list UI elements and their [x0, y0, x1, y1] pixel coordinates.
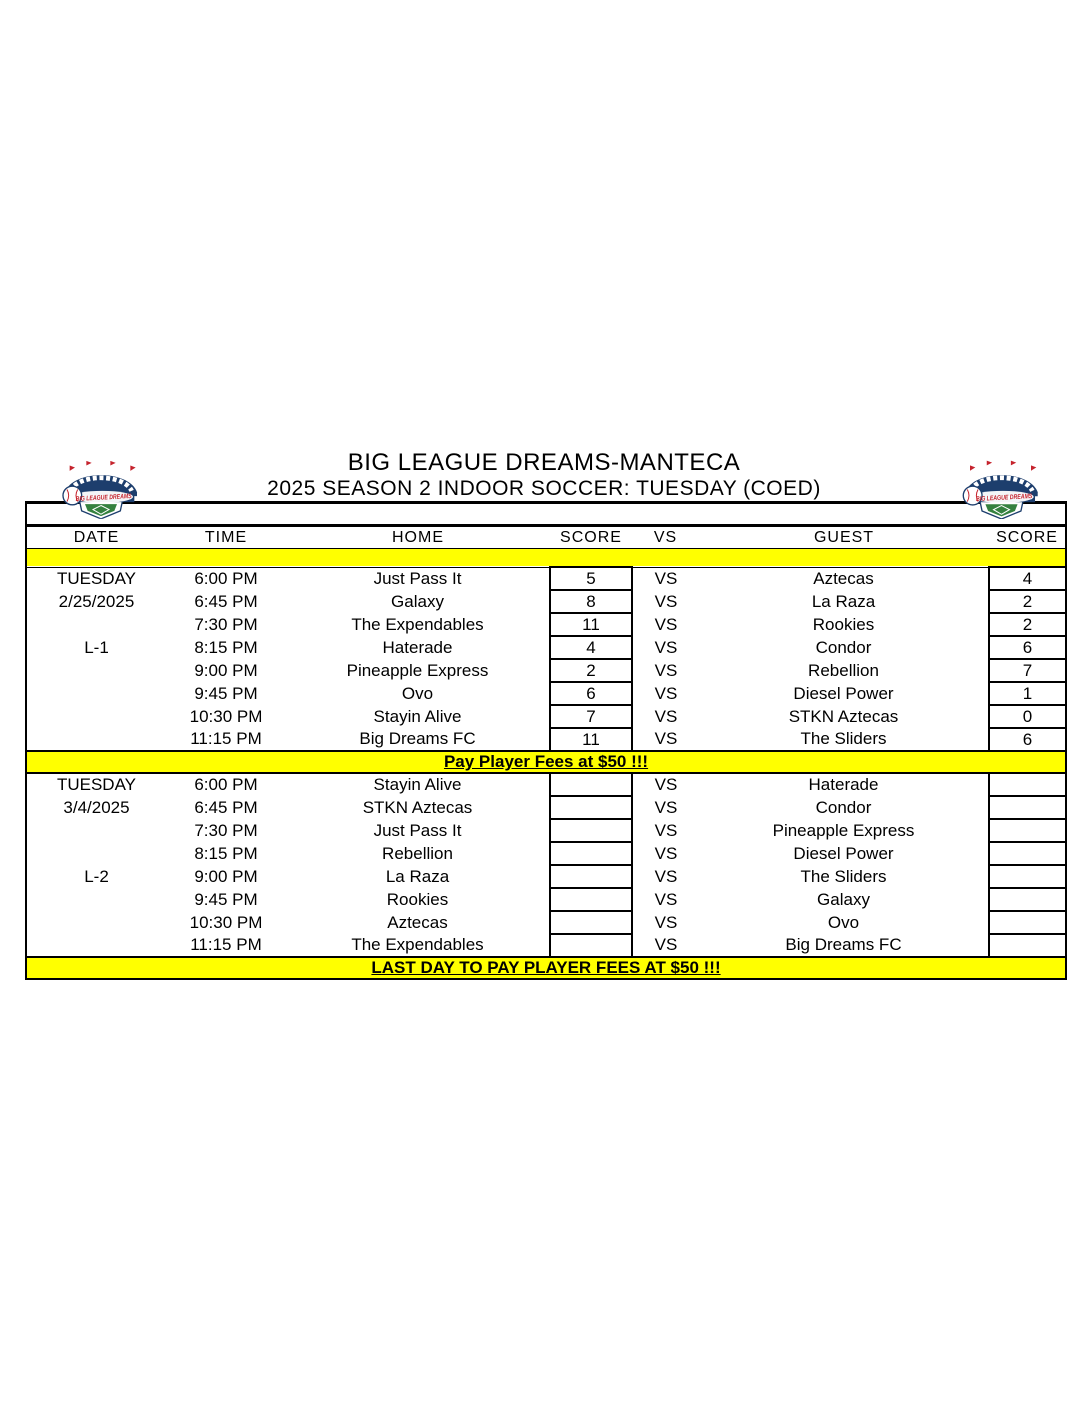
home-team-cell: Ovo	[401, 683, 434, 703]
guest-score-box: 6	[989, 728, 1066, 751]
guest-team-cell: The Sliders	[800, 866, 887, 886]
date-cell	[26, 911, 166, 934]
fee-deadline-banner-text: LAST DAY TO PAY PLAYER FEES AT $50 !!!	[26, 957, 1066, 979]
page-title: BIG LEAGUE DREAMS-MANTECA	[347, 449, 741, 476]
vs-label: VS	[654, 866, 678, 886]
date-cell	[26, 888, 166, 911]
time-cell: 9:00 PM	[194, 866, 258, 886]
guest-team-cell: Galaxy	[817, 889, 870, 909]
time-cell: 11:15 PM	[190, 935, 262, 954]
home-score-box	[550, 773, 632, 796]
guest-team-cell: La Raza	[811, 591, 876, 611]
home-team-cell: Pineapple Express	[346, 660, 489, 680]
time-cell: 9:00 PM	[194, 660, 258, 680]
home-score-box: 4	[550, 636, 632, 659]
column-header-score-guest: SCORE	[989, 526, 1066, 549]
yellow-divider-row	[26, 549, 1066, 568]
guest-score-box: 6	[989, 636, 1066, 659]
time-cell: 10:30 PM	[189, 706, 263, 726]
guest-score-box	[989, 842, 1066, 865]
game-row	[26, 705, 1066, 728]
vs-label: VS	[654, 568, 678, 588]
home-team-cell: Aztecas	[387, 912, 448, 932]
home-team-cell: STKN Aztecas	[362, 797, 473, 817]
home-team-cell: Just Pass It	[373, 820, 462, 840]
guest-team-cell: Condor	[815, 637, 872, 657]
game-row	[26, 911, 1066, 934]
guest-team-cell: Ovo	[827, 912, 860, 932]
home-team-cell: Rebellion	[382, 843, 453, 863]
home-score-box	[550, 796, 632, 819]
home-score-box	[550, 934, 632, 957]
guest-team-cell: The Sliders	[800, 729, 887, 748]
big-league-dreams-logo	[960, 460, 1043, 519]
vs-label: VS	[654, 889, 678, 909]
vs-label: VS	[654, 683, 678, 703]
game-row	[26, 636, 1066, 659]
time-cell: 6:45 PM	[194, 591, 258, 611]
time-cell: 9:45 PM	[194, 889, 258, 909]
game-row	[26, 682, 1066, 705]
time-cell: 10:30 PM	[189, 912, 263, 932]
big-league-dreams-logo	[61, 460, 141, 519]
fee-banner-text: Pay Player Fees at $50 !!!	[26, 751, 1066, 773]
column-header-home: HOME	[286, 526, 550, 549]
vs-label: VS	[654, 637, 678, 657]
guest-score-box	[989, 934, 1066, 957]
column-header-score-home: SCORE	[550, 526, 632, 549]
vs-label: VS	[654, 912, 678, 932]
guest-score-box	[989, 773, 1066, 796]
time-cell: 6:00 PM	[194, 568, 258, 588]
guest-team-cell: Pineapple Express	[772, 820, 915, 840]
home-score-box: 6	[550, 682, 632, 705]
guest-score-box: 4	[989, 567, 1066, 590]
time-cell: 11:15 PM	[190, 729, 262, 748]
time-cell: 7:30 PM	[194, 820, 258, 840]
page-subtitle: 2025 SEASON 2 INDOOR SOCCER: TUESDAY (COED)	[267, 477, 821, 500]
game-row	[26, 819, 1066, 842]
time-cell: 8:15 PM	[194, 843, 258, 863]
guest-score-box: 2	[989, 613, 1066, 636]
column-header-date: DATE	[26, 526, 166, 549]
game-row	[26, 796, 1066, 819]
guest-team-cell: Aztecas	[813, 568, 874, 588]
time-cell: 7:30 PM	[194, 614, 258, 634]
vs-label: VS	[654, 935, 678, 954]
vs-label: VS	[654, 843, 678, 863]
home-team-cell: Just Pass It	[373, 568, 462, 588]
guest-score-box	[989, 796, 1066, 819]
date-cell	[26, 705, 166, 728]
game-row	[26, 659, 1066, 682]
date-cell: 2/25/2025	[58, 591, 135, 611]
schedule-table	[25, 501, 1067, 980]
home-score-box	[550, 888, 632, 911]
column-header-guest: GUEST	[699, 526, 989, 549]
fee-deadline-banner	[26, 957, 1066, 979]
guest-team-cell: Big Dreams FC	[785, 935, 902, 954]
game-row	[26, 865, 1066, 888]
vs-label: VS	[654, 820, 678, 840]
date-cell	[26, 819, 166, 842]
guest-team-cell: Rookies	[812, 614, 875, 634]
guest-team-cell: Diesel Power	[793, 843, 894, 863]
home-score-box: 5	[550, 567, 632, 590]
guest-score-box	[989, 888, 1066, 911]
time-cell: 9:45 PM	[194, 683, 258, 703]
home-score-box: 2	[550, 659, 632, 682]
date-cell	[26, 682, 166, 705]
guest-team-cell: STKN Aztecas	[788, 706, 899, 726]
guest-team-cell: Diesel Power	[793, 683, 894, 703]
guest-score-box	[989, 865, 1066, 888]
home-score-box	[550, 911, 632, 934]
guest-team-cell: Rebellion	[808, 660, 879, 680]
time-cell: 8:15 PM	[194, 637, 258, 657]
date-cell: TUESDAY	[56, 775, 137, 794]
game-row	[26, 728, 1066, 751]
guest-score-box: 0	[989, 705, 1066, 728]
guest-score-box	[989, 911, 1066, 934]
guest-score-box	[989, 819, 1066, 842]
home-score-box	[550, 842, 632, 865]
guest-team-cell: Condor	[815, 797, 872, 817]
date-cell	[26, 728, 166, 751]
home-score-box: 11	[550, 613, 632, 636]
home-team-cell: Haterade	[382, 637, 453, 657]
vs-label: VS	[654, 591, 678, 611]
game-row	[26, 888, 1066, 911]
home-team-cell: Rookies	[386, 889, 449, 909]
home-team-cell: Galaxy	[391, 591, 444, 611]
home-team-cell: The Expendables	[351, 935, 484, 954]
date-cell: 3/4/2025	[63, 797, 130, 817]
game-row	[26, 567, 1066, 590]
home-team-cell: The Expendables	[351, 614, 484, 634]
spacer-row	[26, 503, 1066, 526]
home-score-box	[550, 819, 632, 842]
guest-score-box: 7	[989, 659, 1066, 682]
vs-label: VS	[654, 797, 678, 817]
home-team-cell: Stayin Alive	[373, 706, 462, 726]
fee-banner	[26, 751, 1066, 773]
date-cell	[26, 934, 166, 957]
column-header-time: TIME	[166, 526, 286, 549]
vs-label: VS	[654, 729, 678, 748]
date-cell: TUESDAY	[56, 568, 137, 588]
vs-label: VS	[654, 706, 678, 726]
column-header-row	[26, 526, 1066, 549]
game-row	[26, 773, 1066, 796]
date-cell: L-2	[84, 866, 109, 886]
vs-label: VS	[654, 775, 678, 794]
time-cell: 6:45 PM	[194, 797, 258, 817]
home-team-cell: Big Dreams FC	[359, 729, 476, 748]
home-score-box	[550, 865, 632, 888]
date-cell	[26, 842, 166, 865]
game-row	[26, 842, 1066, 865]
game-row	[26, 934, 1066, 957]
date-cell	[26, 613, 166, 636]
game-row	[26, 590, 1066, 613]
vs-label: VS	[654, 614, 678, 634]
home-score-box: 11	[550, 728, 632, 751]
column-header-vs: VS	[632, 526, 699, 549]
guest-team-cell: Haterade	[808, 775, 879, 794]
home-team-cell: Stayin Alive	[373, 775, 462, 794]
time-cell: 6:00 PM	[194, 775, 258, 794]
guest-score-box: 1	[989, 682, 1066, 705]
vs-label: VS	[654, 660, 678, 680]
game-row	[26, 613, 1066, 636]
home-team-cell: La Raza	[385, 866, 450, 886]
home-score-box: 8	[550, 590, 632, 613]
home-score-box: 7	[550, 705, 632, 728]
date-cell	[26, 659, 166, 682]
date-cell: L-1	[84, 637, 109, 657]
guest-score-box: 2	[989, 590, 1066, 613]
